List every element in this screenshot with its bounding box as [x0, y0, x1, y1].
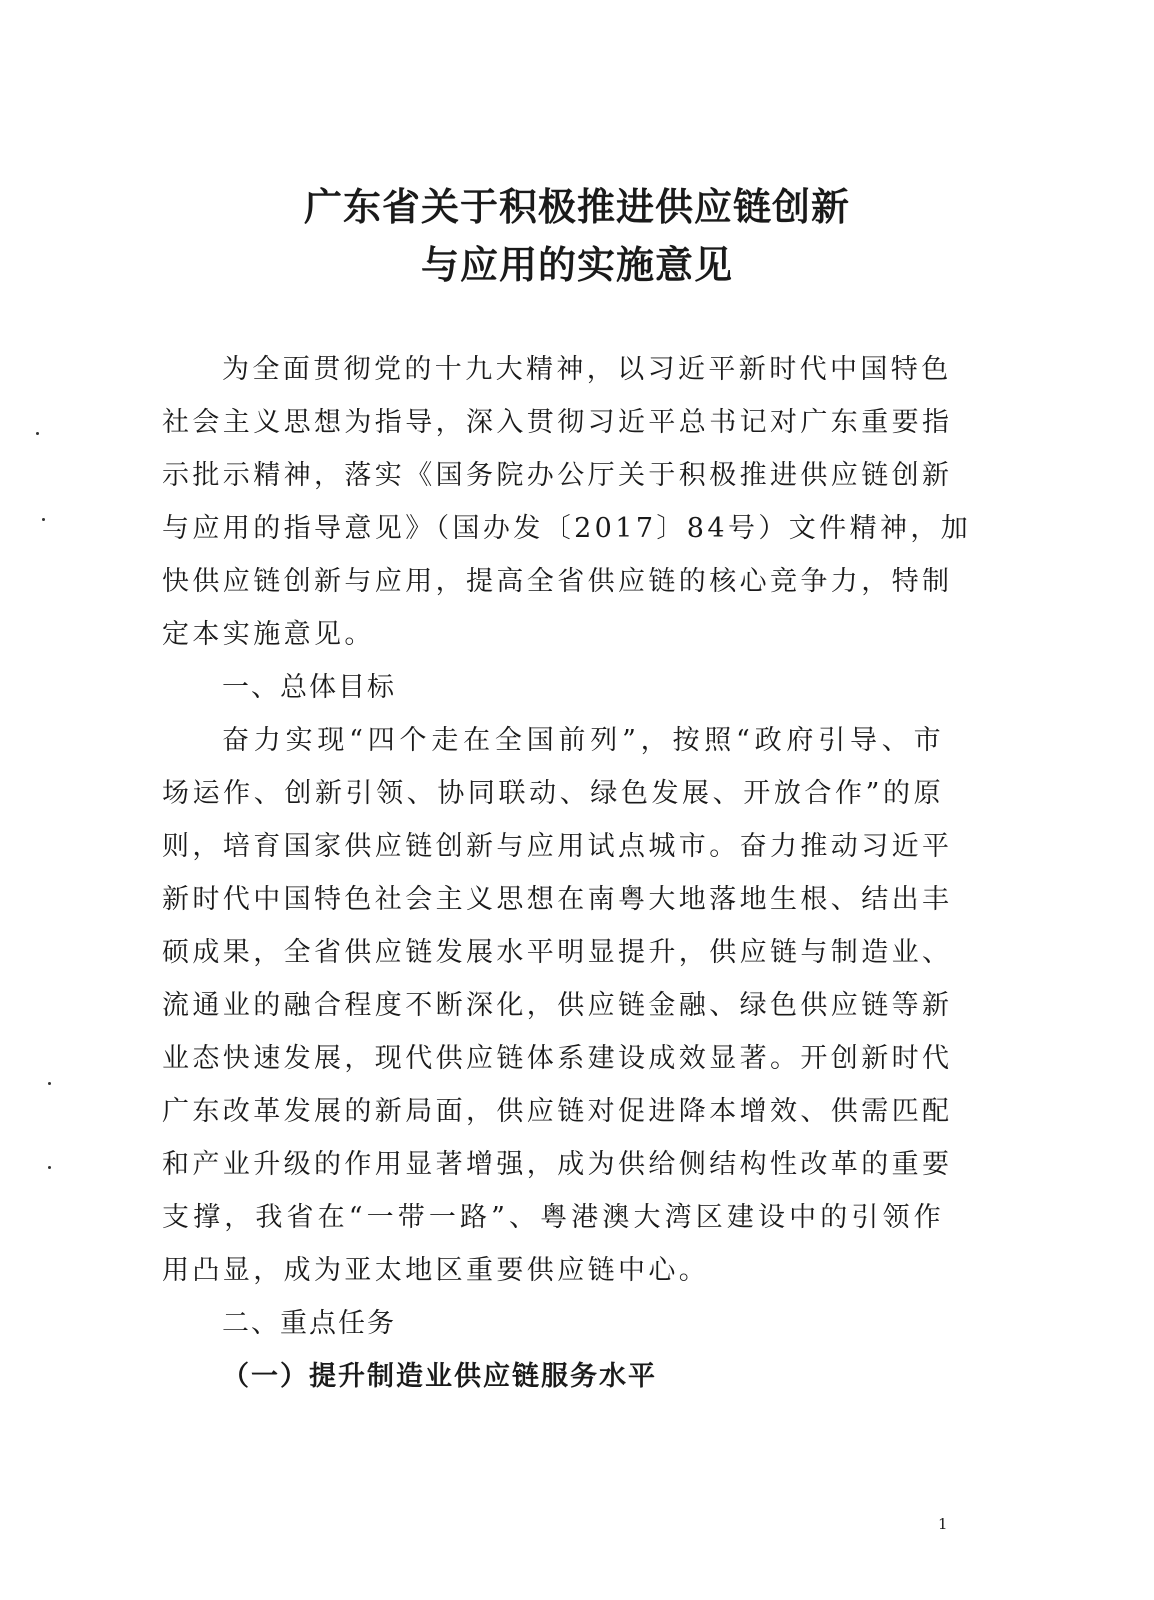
section1-line: 业态快速发展，现代供应链体系建设成效显著。开创新时代 [162, 1043, 953, 1074]
section-heading-2: 二、重点任务 [222, 1308, 396, 1339]
document-title-line-2: 与应用的实施意见 [420, 242, 733, 287]
document-title-line-1: 广东省关于积极推进供应链创新 [303, 184, 850, 229]
scan-speck [36, 432, 39, 435]
section1-line: 广东改革发展的新局面，供应链对促进降本增效、供需匹配 [162, 1096, 953, 1127]
subsection-heading: （一）提升制造业供应链服务水平 [222, 1361, 657, 1392]
section1-line: 新时代中国特色社会主义思想在南粤大地落地生根、结出丰 [162, 884, 953, 915]
section1-line: 和产业升级的作用显著增强，成为供给侧结构性改革的重要 [162, 1149, 953, 1180]
scan-speck [48, 1082, 51, 1085]
section1-line: 支撑，我省在“一带一路”、粤港澳大湾区建设中的引领作 [162, 1202, 944, 1233]
section1-line: 用凸显，成为亚太地区重要供应链中心。 [162, 1255, 710, 1286]
intro-line: 示批示精神，落实《国务院办公厅关于积极推进供应链创新 [162, 460, 953, 491]
scan-speck [48, 1166, 51, 1169]
section-heading-1: 一、总体目标 [222, 672, 396, 703]
intro-line: 快供应链创新与应用，提高全省供应链的核心竞争力，特制 [162, 566, 953, 597]
section1-line: 奋力实现“四个走在全国前列”，按照“政府引导、市 [222, 725, 944, 756]
section1-line: 硕成果，全省供应链发展水平明显提升，供应链与制造业、 [162, 937, 953, 968]
intro-line: 为全面贯彻党的十九大精神，以习近平新时代中国特色 [222, 354, 952, 385]
scan-speck [42, 518, 45, 521]
section1-line: 则，培育国家供应链创新与应用试点城市。奋力推动习近平 [162, 831, 953, 862]
intro-line: 与应用的指导意见》（国办发〔2017〕84号）文件精神，加 [162, 513, 972, 544]
section1-line: 流通业的融合程度不断深化，供应链金融、绿色供应链等新 [162, 990, 953, 1021]
intro-line: 定本实施意见。 [162, 619, 375, 650]
intro-line: 社会主义思想为指导，深入贯彻习近平总书记对广东重要指 [162, 407, 953, 438]
page-number: 1 [938, 1515, 948, 1533]
section1-line: 场运作、创新引领、协同联动、绿色发展、开放合作”的原 [162, 778, 944, 809]
